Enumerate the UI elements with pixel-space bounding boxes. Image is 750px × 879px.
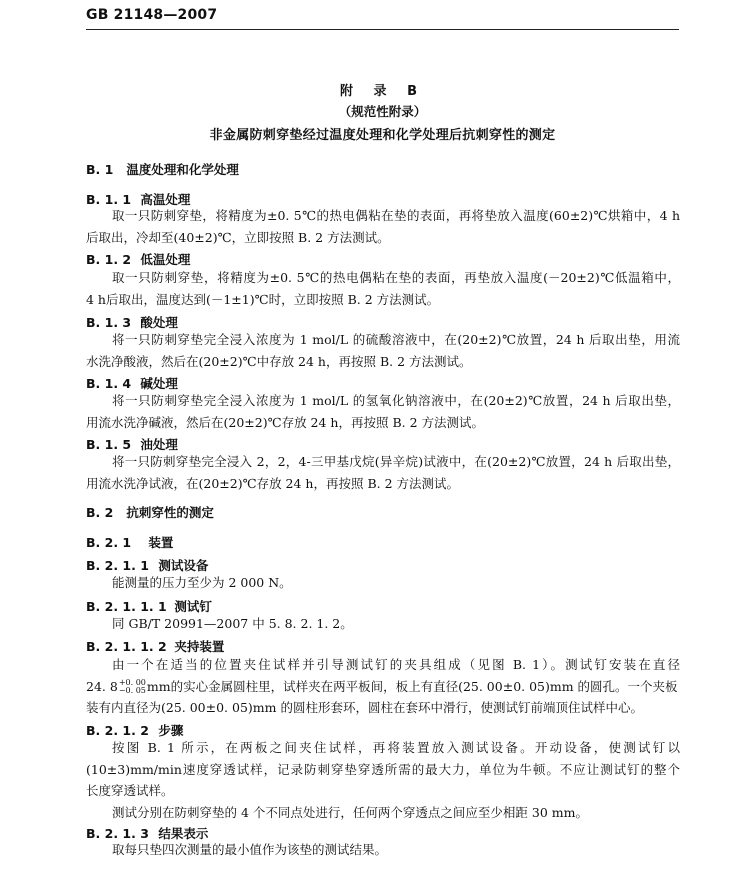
section-label: 抗刺穿性的测定 xyxy=(126,505,214,520)
paragraph-b1-4 xyxy=(86,390,680,433)
section-number: B. 2. 1. 3 xyxy=(86,826,149,841)
section-label: 酸处理 xyxy=(140,315,178,330)
text-line: 将一只防刺穿垫完全浸入浓度为 1 mol/L 的硫酸溶液中，在(20±2)℃放置，24 h 后取出垫，用流 xyxy=(112,332,680,347)
section-number: B. 2. 1. 1. 2 xyxy=(86,639,167,654)
section-heading-b1 xyxy=(86,160,239,178)
text-line: 取一只防刺穿垫，将精度为±0. 5℃的热电偶粘在垫的表面，再垫放入温度(－20±2)℃低温箱中， xyxy=(112,270,680,285)
appendix-title: 附 录 B xyxy=(340,84,425,99)
section-heading-b2-1 xyxy=(86,533,173,551)
section-number: B. 1. 4 xyxy=(86,376,132,391)
section-label: 测试设备 xyxy=(158,558,209,573)
appendix-normative-label: （规范性附录） xyxy=(338,104,427,119)
standard-code: GB 21148—2007 xyxy=(86,7,218,23)
text-line: 能测量的压力至少为 2 000 N。 xyxy=(112,575,292,590)
section-label: 装置 xyxy=(148,535,174,550)
paragraph-b2-1-1 xyxy=(86,572,680,594)
paragraph-b2-1-3 xyxy=(86,839,680,861)
section-number: B. 2. 1. 2 xyxy=(86,723,149,738)
section-number: B. 2 xyxy=(86,505,114,520)
paragraph-b1-2 xyxy=(86,267,680,310)
text-line: 取一只防刺穿垫，将精度为±0. 5℃的热电偶粘在垫的表面，再将垫放入温度(60±2)℃烘箱中，4 h xyxy=(112,208,680,223)
diameter-value: 24. 8 xyxy=(86,678,118,694)
paragraph-b2-1-2 xyxy=(86,737,680,823)
appendix-heading: 非金属防刺穿垫经过温度处理和化学处理后抗刺穿性的测定 xyxy=(209,128,556,143)
text-line: 按图 B. 1 所示，在两板之间夹住试样，再将装置放入测试设备。开动设备，使测试钉以 xyxy=(112,740,680,755)
text-line: (10±3)mm/min速度穿透试样，记录防刺穿垫穿透所需的最大力，单位为牛顿。不应让测试钉的整个 xyxy=(86,761,680,777)
text-line: 用流水洗净试液，在(20±2)℃存放 24 h，再按照 B. 2 方法测试。 xyxy=(86,475,460,491)
section-heading-b2 xyxy=(86,503,214,521)
text-line: 由一个在适当的位置夹住试样并引导测试钉的夹具组成（见图 B. 1）。测试钉安装在直径 xyxy=(112,657,680,672)
text-segment: mm的实心金属圆柱里，试样夹在两平板间，板上有直径(25. 00±0. 05)mm 的圆孔。一个夹板 xyxy=(146,678,678,694)
tolerance-upper: +0. 00 xyxy=(118,678,146,687)
header-rule xyxy=(86,29,679,30)
section-number: B. 1 xyxy=(86,162,114,177)
text-line: 后取出，冷却至(40±2)℃，立即按照 B. 2 方法测试。 xyxy=(86,229,390,245)
section-label: 碱处理 xyxy=(140,376,178,391)
section-label: 结果表示 xyxy=(158,826,209,841)
paragraph-b2-1-1-2 xyxy=(86,654,680,719)
tolerance-lower: −0. 05 xyxy=(118,686,146,695)
section-heading-b1-2 xyxy=(86,250,190,268)
section-number: B. 2. 1 xyxy=(86,535,132,550)
tolerance xyxy=(119,679,146,695)
section-label: 步骤 xyxy=(158,723,184,738)
section-label: 低温处理 xyxy=(140,252,191,267)
section-number: B. 2. 1. 1. 1 xyxy=(86,599,167,614)
section-number: B. 1. 5 xyxy=(86,437,132,452)
section-number: B. 2. 1. 1 xyxy=(86,558,149,573)
text-line: 取每只垫四次测量的最小值作为该垫的测试结果。 xyxy=(112,842,388,857)
text-line: 用流水洗净碱液，然后在(20±2)℃存放 24 h，再按照 B. 2 方法测试。 xyxy=(86,414,485,430)
text-line: 同 GB/T 20991—2007 中 5. 8. 2. 1. 2。 xyxy=(112,616,353,631)
text-line: 4 h后取出，温度达到(－1±1)℃时，立即按照 B. 2 方法测试。 xyxy=(86,291,440,307)
section-label: 高温处理 xyxy=(140,192,191,207)
text-line: 将一只防刺穿垫完全浸入 2，2，4-三甲基戊烷(异辛烷)试液中，在(20±2)℃放置，24 h 后取出垫， xyxy=(112,454,680,469)
paragraph-b1-3 xyxy=(86,329,680,372)
text-line-with-tolerance xyxy=(86,676,680,698)
paragraph-b1-5 xyxy=(86,451,680,494)
section-label: 温度处理和化学处理 xyxy=(126,162,239,177)
text-line: 长度穿透试样。 xyxy=(86,783,174,798)
section-number: B. 1. 2 xyxy=(86,252,132,267)
section-label: 油处理 xyxy=(140,437,178,452)
section-number: B. 1. 1 xyxy=(86,192,132,207)
paragraph-b2-1-1-1 xyxy=(86,613,680,635)
text-line: 水洗净酸液，然后在(20±2)℃中存放 24 h，再按照 B. 2 方法测试。 xyxy=(86,353,472,369)
text-line: 测试分别在防刺穿垫的 4 个不同点处进行，任何两个穿透点之间应至少相距 30 mm。 xyxy=(112,804,588,820)
text-line: 将一只防刺穿垫完全浸入浓度为 1 mol/L 的氢氧化钠溶液中，在(20±2)℃放置，24 h 后取出垫， xyxy=(112,393,680,408)
section-label: 测试钉 xyxy=(174,599,212,614)
section-heading-b2-1-1-2 xyxy=(86,637,224,655)
paragraph-b1-1 xyxy=(86,205,680,248)
section-label: 夹持装置 xyxy=(174,639,225,654)
text-line: 装有内直径为(25. 00±0. 05)mm 的圆柱形套环，圆柱在套环中滑行，使测试钉前端顶住试样中心。 xyxy=(86,700,643,715)
section-number: B. 1. 3 xyxy=(86,315,132,330)
